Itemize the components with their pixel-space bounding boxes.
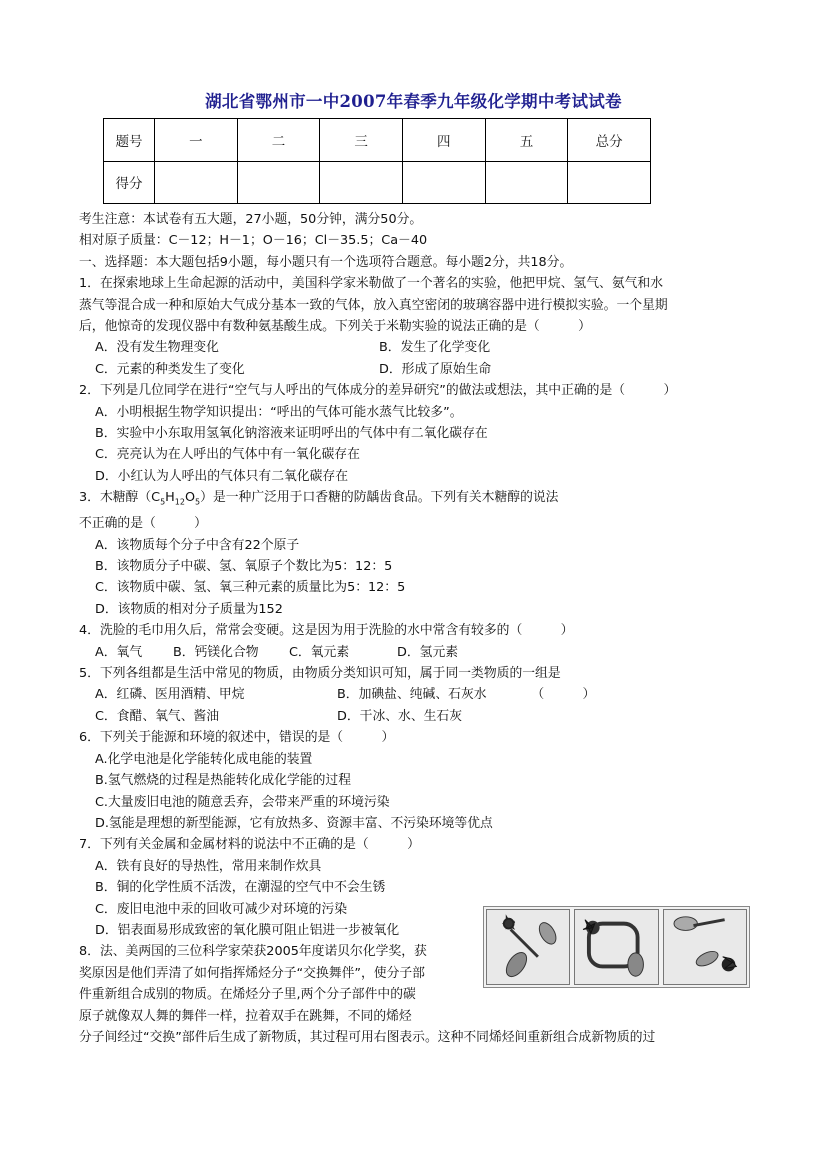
option-d: D．形成了原始生命	[379, 361, 492, 377]
dancer-figure	[502, 949, 530, 980]
score-cell	[402, 161, 485, 204]
option-a: A．该物质每个分子中含有22个原子	[95, 537, 300, 553]
score-cell	[155, 161, 238, 204]
option-b: B．该物质分子中碳、氢、氧原子个数比为5：12：5	[95, 559, 393, 575]
option-a: A．红磷、医用酒精、甲烷	[95, 687, 245, 703]
score-header-cell: 总分	[568, 119, 651, 162]
dancer-figure	[628, 953, 644, 976]
option-c: C．废旧电池中汞的回收可减少对环境的污染	[95, 901, 348, 917]
figure-panel-1	[486, 909, 570, 985]
option-c: C．元素的种类发生了变化	[95, 361, 245, 377]
score-header-cell: 五	[485, 119, 568, 162]
page-title: 湖北省鄂州市一中2007年春季九年级化学期中考试试卷	[205, 92, 622, 111]
option-c: C．氧元素	[289, 644, 350, 660]
score-header-cell: 四	[402, 119, 485, 162]
option-c: C．食醋、氧气、酱油	[95, 708, 220, 724]
dancer-figure	[504, 919, 514, 929]
question-1-stem: 后，他惊奇的发现仪器中有数种氨基酸生成。下列关于米勒实验的说法正确的是（ ）	[79, 319, 591, 335]
option-a: A．小明根据生物学知识提出：“呼出的气体可能水蒸气比较多”。	[95, 404, 463, 420]
question-5-options-row	[79, 706, 759, 727]
score-table-score-row	[104, 161, 651, 204]
option-b: B．加碘盐、纯碱、石灰水 （ ）	[337, 687, 596, 703]
question-1-options-row	[79, 337, 759, 358]
option-b: B．钙镁化合物	[173, 644, 259, 660]
dancer-figure	[694, 948, 720, 968]
question-4-stem: 4．洗脸的毛巾用久后，常常会变硬。这是因为用于洗脸的水中常含有较多的（ ）	[79, 623, 574, 639]
atomic-mass-note: 相对原子质量：C－12；H－1；O－16；Cl－35.5；Ca－40	[79, 233, 428, 249]
question-7-stem: 7．下列有关金属和金属材料的说法中不正确的是（ ）	[79, 837, 420, 853]
question-1-stem: 蒸气等混合成一种和原始大气成分基本一致的气体，放入真空密闭的玻璃容器中进行模拟实验。一个星期	[79, 297, 668, 313]
dancer-pair-illustration	[487, 910, 569, 984]
question-3-stem-continued: 不正确的是（ ）	[79, 516, 207, 532]
option-d: D．铝表面易形成致密的氧化膜可阻止铝进一步被氧化	[95, 922, 400, 938]
option-b: B．铜的化学性质不活泼，在潮湿的空气中不会生锈	[95, 880, 386, 896]
option-a: A．没有发生物理变化	[95, 340, 219, 356]
score-row-label: 得分	[104, 161, 155, 204]
option-b: B.氢气燃烧的过程是热能转化成化学能的过程	[95, 773, 351, 789]
option-b: B．实验中小东取用氢氧化钠溶液来证明呼出的气体中有二氧化碳存在	[95, 426, 488, 442]
question-1-stem: 1．在探索地球上生命起源的活动中，美国科学家米勒做了一个著名的实验，他把甲烷、氢气、氨气和水	[79, 276, 664, 292]
question-1-options-row	[79, 359, 759, 380]
dancer-figure	[536, 920, 559, 947]
section-heading: 一、选择题：本大题包括9小题，每小题只有一个选项符合题意。每小题2分，共18分。	[79, 254, 573, 270]
score-header-cell: 题号	[104, 119, 155, 162]
option-a: A．氧气	[95, 644, 143, 660]
score-cell	[237, 161, 320, 204]
score-table-header-row	[104, 119, 651, 162]
option-c: C．亮亮认为在人呼出的气体中有一氧化碳存在	[95, 447, 360, 463]
question-2-stem: 2．下列是几位同学在进行“空气与人呼出的气体成分的差异研究”的做法或想法，其中正确的是（ ）	[79, 383, 677, 399]
figure-panel-3	[663, 909, 747, 985]
option-c: C.大量废旧电池的随意丢弃，会带来严重的环境污染	[95, 794, 390, 810]
option-d: D．氢元素	[397, 644, 459, 660]
score-cell	[568, 161, 651, 204]
dancer-pair-illustration	[575, 910, 657, 984]
score-cell	[320, 161, 403, 204]
question-8-stem: 件重新组合成别的物质。在烯烃分子里,两个分子部件中的碳	[79, 987, 416, 1003]
option-d: D．该物质的相对分子质量为152	[95, 601, 283, 617]
score-header-cell: 二	[237, 119, 320, 162]
question-3-stem: 3．木糖醇$(C_5H_{12}O_5)$是一种广泛用于口香糖的防龋齿食品。下列有关木糖醇的说法	[79, 490, 559, 507]
question-4-options-row	[79, 642, 759, 663]
question-8-stem: 8．法、美两国的三位科学家荣获2005年度诺贝尔化学奖，获	[79, 944, 427, 960]
score-table	[103, 118, 651, 204]
option-a: A.化学电池是化学能转化成电能的装置	[95, 751, 313, 767]
option-c: C．该物质中碳、氢、氧三种元素的质量比为5：12：5	[95, 580, 406, 596]
score-header-cell: 一	[155, 119, 238, 162]
option-a: A．铁有良好的导热性，常用来制作炊具	[95, 858, 322, 874]
question-6-stem: 6．下列关于能源和环境的叙述中，错误的是（ ）	[79, 730, 395, 746]
question-5-options-row	[79, 684, 759, 705]
dancer-pair-illustration	[664, 910, 746, 984]
option-d: D.氢能是理想的新型能源，它有放热多、资源丰富、不污染环境等优点	[95, 815, 493, 831]
score-header-cell: 三	[320, 119, 403, 162]
exam-notice: 考生注意：本试卷有五大题，27小题，50分钟，满分50分。	[79, 212, 423, 227]
question-8-stem: 原子就像双人舞的舞伴一样，拉着双手在跳舞，不同的烯烃	[79, 1008, 412, 1024]
option-d: D．小红认为人呼出的气体只有二氧化碳存在	[95, 468, 348, 484]
dancer-figure	[674, 917, 697, 931]
question-8-stem: 奖原因是他们弄清了如何指挥烯烃分子“交换舞伴”，使分子部	[79, 965, 425, 981]
question-8-stem: 分子间经过“交换”部件后生成了新物质，其过程可用右图表示。这种不同烯烃间重新组合成新物质的过	[79, 1029, 656, 1045]
figure-panel-2	[574, 909, 658, 985]
score-cell	[485, 161, 568, 204]
olefin-exchange-figure	[483, 906, 750, 988]
option-b: B．发生了化学变化	[379, 340, 491, 356]
option-d: D．干冰、水、生石灰	[337, 708, 463, 724]
question-5-stem: 5．下列各组都是生活中常见的物质，由物质分类知识可知，属于同一类物质的一组是	[79, 666, 561, 682]
